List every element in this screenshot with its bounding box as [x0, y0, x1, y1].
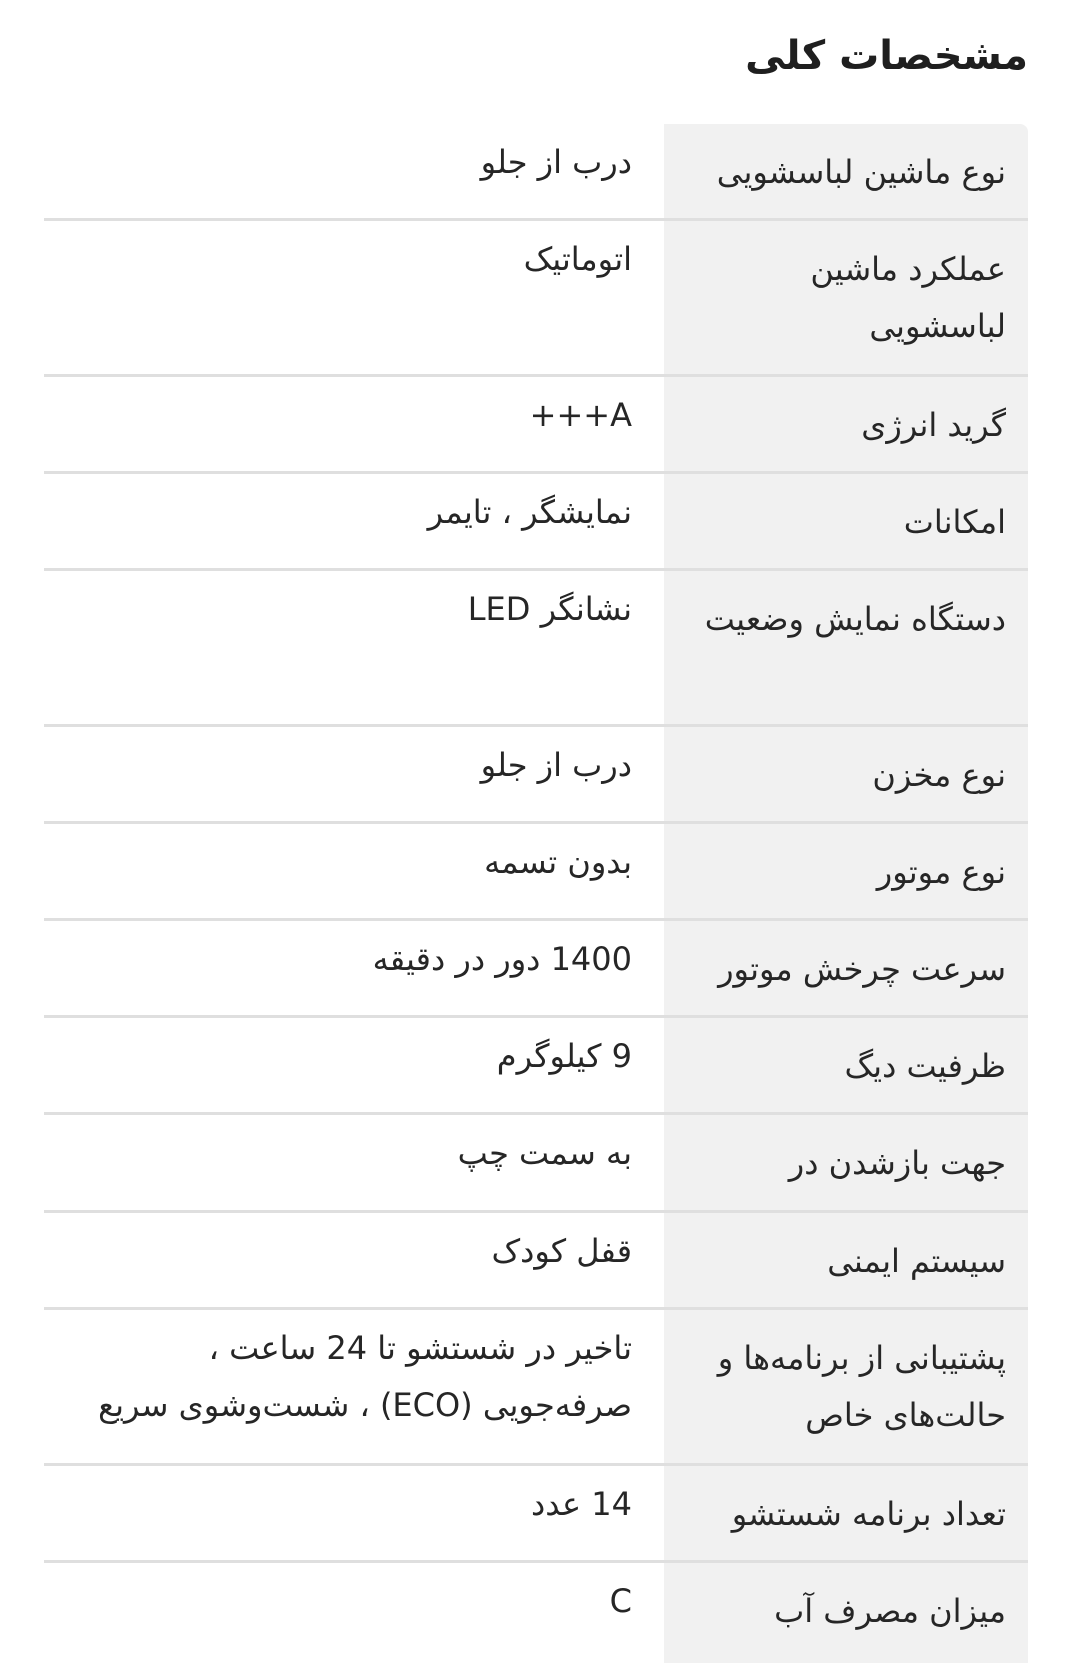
spec-row-motor-type — [44, 824, 1028, 921]
spec-row-tank-type — [44, 727, 1028, 824]
spec-value: 1400 دور در دقیقه — [372, 940, 632, 978]
spec-row-door-opening — [44, 1115, 1028, 1213]
spec-row-drum-capacity — [44, 1018, 1028, 1115]
spec-label: نوع ماشین لباسشویی — [664, 124, 1028, 218]
spec-value: بدون تسمه — [484, 843, 632, 881]
section-title: مشخصات کلی — [745, 33, 1028, 79]
spec-label: میزان مصرف آب — [664, 1563, 1028, 1663]
spec-row-wash-program-count — [44, 1466, 1028, 1563]
spec-label: سیستم ایمنی — [664, 1213, 1028, 1307]
spec-label: امکانات — [664, 474, 1028, 568]
spec-label: دستگاه نمایش وضعیت — [664, 571, 1028, 724]
spec-value: اتوماتیک — [523, 240, 632, 278]
spec-row-energy-grade — [44, 377, 1028, 474]
spec-row-washer-type — [44, 124, 1028, 221]
spec-value: نشانگر LED — [467, 590, 632, 628]
spec-value: تاخیر در شستشو تا 24 ساعت ، صرفه‌جویی (ECO) ، شست‌وشوی سریع — [98, 1329, 632, 1424]
spec-value: به سمت چپ — [457, 1134, 632, 1172]
specs-table — [44, 124, 1028, 1663]
spec-row-washer-operation — [44, 221, 1028, 377]
spec-value: درب از جلو — [480, 746, 632, 784]
spec-row-features — [44, 474, 1028, 571]
spec-label: پشتیبانی از برنامه‌ها و حالت‌های خاص — [664, 1310, 1028, 1463]
spec-row-special-programs — [44, 1310, 1028, 1466]
spec-value: درب از جلو — [480, 143, 632, 181]
spec-row-water-consumption — [44, 1563, 1028, 1663]
spec-value: A+++ — [529, 396, 632, 434]
spec-label: نوع موتور — [664, 824, 1028, 918]
spec-label: نوع مخزن — [664, 727, 1028, 821]
spec-label: سرعت چرخش موتور — [664, 921, 1028, 1015]
spec-value: نمایشگر ، تایمر — [427, 493, 632, 531]
spec-label: تعداد برنامه شستشو — [664, 1466, 1028, 1560]
spec-label: جهت بازشدن در — [664, 1115, 1028, 1210]
spec-label: ظرفیت دیگ — [664, 1018, 1028, 1112]
spec-value: قفل کودک — [491, 1232, 632, 1270]
spec-value: C — [609, 1582, 632, 1620]
spec-value: 14 عدد — [530, 1485, 632, 1523]
spec-row-safety-system — [44, 1213, 1028, 1310]
spec-row-status-display — [44, 571, 1028, 727]
spec-label: گرید انرژی — [664, 377, 1028, 471]
spec-row-spin-speed — [44, 921, 1028, 1018]
spec-label: عملکرد ماشین لباسشویی — [664, 221, 1028, 374]
spec-value: 9 کیلوگرم — [496, 1037, 632, 1075]
